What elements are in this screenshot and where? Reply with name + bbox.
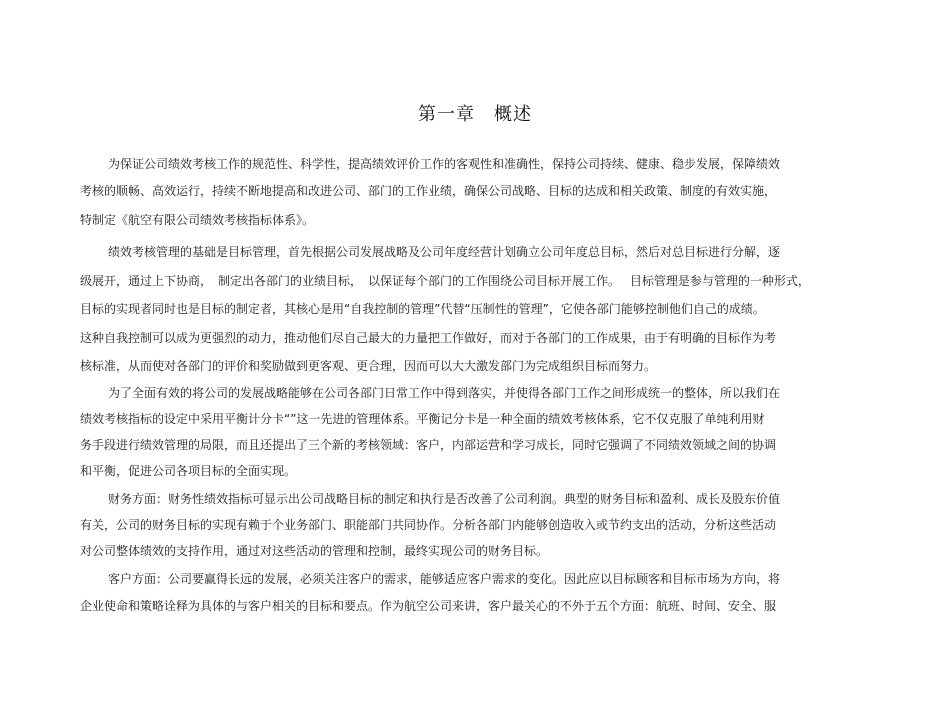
text-line: 核标准，从而使对各部门的评价和奖励做到更客观、更合理，因而可以大大激发部门为完成组织目标而努力。: [80, 359, 657, 373]
text-line: 为保证公司绩效考核工作的规范性、科学性，提高绩效评价工作的客观性和准确性，保持公司持续、健康、稳步发展，保障绩效: [108, 157, 781, 171]
text-line: 对公司整体绩效的支持作用，通过对这些活动的管理和控制，最终实现公司的财务目标。: [80, 544, 549, 558]
text-line: 有关，公司的财务目标的实现有赖于个业务部门、职能部门共同协作。分析各部门内能够创造收入或节约支出的活动，分析这些活动: [80, 518, 777, 532]
text-line: 企业使命和策略诠释为具体的与客户相关的目标和要点。作为航空公司来讲，客户最关心的不外于五个方面：航班、时间、安全、服: [80, 599, 777, 613]
text-line: 这种自我控制可以成为更强烈的动力，推动他们尽自己最大的力量把工作做好，而对于各部门的工作成果，由于有明确的目标作为考: [80, 331, 777, 345]
text-line: 客户方面：公司要赢得长远的发展，必须关注客户的需求，能够适应客户需求的变化。因此应以目标顾客和目标市场为方向，将: [108, 572, 781, 586]
text-line: 特制定《航空有限公司绩效考核指标体系》。: [80, 213, 315, 227]
text-line: 财务方面：财务性绩效指标可显示出公司战略目标的制定和执行是否改善了公司利润。典型的财务目标和盈利、成长及股东价值: [108, 492, 781, 506]
text-line: 级展开，通过上下协商， 制定出各部门的业绩目标， 以保证每个部门的工作围绕公司目标开展工作。 目标管理是参与管理的一种形式，: [80, 274, 810, 288]
chapter-title: 第一章 概述: [418, 104, 532, 125]
text-line: 为了全面有效的将公司的发展战略能够在公司各部门日常工作中得到落实，并使得各部门工作之间形成统一的整体，所以我们在: [108, 386, 781, 400]
text-line: 绩效考核管理的基础是目标管理，首先根据公司发展战略及公司年度经营计划确立公司年度总目标，然后对总目标进行分解，逐: [108, 245, 781, 259]
text-line: 和平衡，促进公司各项目标的全面实现。: [80, 464, 297, 478]
text-line: 考核的顺畅、高效运行，持续不断地提高和改进公司、部门的工作业绩，确保公司战略、目标的达成和相关政策、制度的有效实施，: [80, 184, 777, 198]
text-line: 务手段进行绩效管理的局限，而且还提出了三个新的考核领域：客户，内部运营和学习成长，同时它强调了不同绩效领域之间的协调: [80, 438, 777, 452]
text-line: 目标的实现者同时也是目标的制定者，其核心是用“自我控制的管理”代替“压制性的管理”，它使各部门能够控制他们自己的成绩。: [80, 302, 765, 316]
text-line: 绩效考核指标的设定中采用平衡计分卡“”这一先进的管理体系。平衡记分卡是一种全面的绩效考核体系，它不仅克服了单纯利用财: [80, 412, 765, 426]
